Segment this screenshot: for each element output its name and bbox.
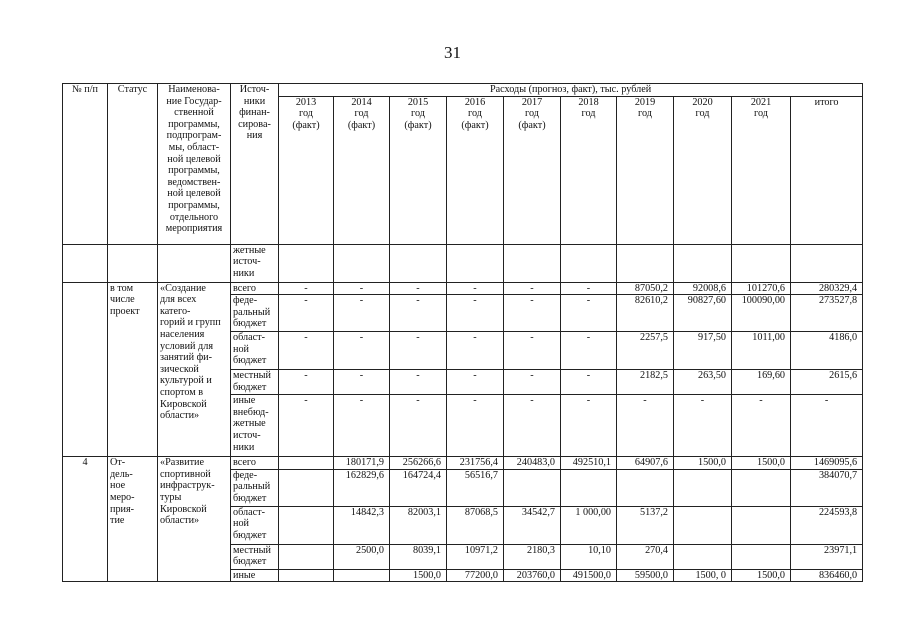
text-line: бюджет	[233, 529, 267, 541]
value-cell	[390, 244, 447, 282]
text-line: год	[354, 108, 369, 120]
text-line: программы,	[168, 165, 220, 177]
value-cell: -	[390, 282, 447, 295]
value-cell	[504, 469, 561, 506]
value-cell: -	[447, 332, 504, 370]
value-cell: 162829,6	[334, 469, 390, 506]
cell-empty	[158, 244, 231, 282]
value-cell: 10971,2	[447, 544, 504, 569]
value-cell: -	[279, 370, 334, 395]
text-line: 2013	[295, 96, 317, 108]
text-line: местный	[233, 544, 271, 556]
text-line: туры	[160, 491, 182, 503]
text-line: ральный	[233, 306, 271, 318]
source-cell	[231, 244, 279, 282]
header-year	[674, 96, 732, 244]
text-line: 2014	[351, 96, 372, 108]
text-line: год	[638, 108, 652, 120]
value-cell: 64907,6	[617, 457, 674, 470]
value-cell: 203760,0	[504, 569, 561, 582]
value-cell: -	[791, 395, 863, 457]
text-line: инфраструк-	[160, 480, 215, 492]
value-cell	[674, 506, 732, 544]
cell-empty	[108, 244, 158, 282]
text-line: в том	[110, 282, 134, 294]
value-cell: -	[674, 395, 732, 457]
text-line: год	[525, 108, 539, 120]
source-cell	[231, 544, 279, 569]
header-year	[791, 96, 863, 244]
value-cell: 492510,1	[561, 457, 617, 470]
text-line: ной целевой	[167, 188, 221, 200]
text-line: «Развитие	[160, 457, 204, 469]
value-cell	[674, 244, 732, 282]
value-cell: 1469095,6	[791, 457, 863, 470]
row-status	[108, 282, 158, 457]
text-line: ведомствен-	[167, 176, 221, 188]
value-cell: 1500,0	[390, 569, 447, 582]
text-line: проект	[110, 305, 140, 317]
text-line: сирова-	[238, 118, 271, 130]
value-cell: 2257,5	[617, 332, 674, 370]
value-cell	[791, 244, 863, 282]
value-cell: 1500,0	[732, 457, 791, 470]
value-cell: 59500,0	[617, 569, 674, 582]
value-cell	[279, 506, 334, 544]
value-cell: -	[561, 395, 617, 457]
text-line: бюджет	[233, 355, 267, 367]
value-cell: 164724,4	[390, 469, 447, 506]
text-line: ной целевой	[167, 153, 221, 165]
value-cell: -	[279, 295, 334, 332]
value-cell: -	[447, 395, 504, 457]
text-line: ное	[110, 480, 126, 492]
text-line: ники	[233, 441, 255, 453]
value-cell: 1 000,00	[561, 506, 617, 544]
header-source	[231, 84, 279, 245]
text-line: программы,	[168, 199, 220, 211]
value-cell: -	[504, 282, 561, 295]
header-year	[504, 96, 561, 244]
value-cell	[617, 244, 674, 282]
value-cell	[279, 244, 334, 282]
text-line: горий и групп	[160, 317, 221, 329]
row-num	[63, 282, 108, 457]
text-line: жетные	[233, 244, 266, 256]
value-cell	[334, 244, 390, 282]
value-cell: 180171,9	[334, 457, 390, 470]
value-cell: 224593,8	[791, 506, 863, 544]
text-line: культурой и	[160, 375, 212, 387]
text-line: всего	[233, 282, 256, 294]
value-cell: 100090,00	[732, 295, 791, 332]
value-cell: 5137,2	[617, 506, 674, 544]
value-cell: -	[334, 332, 390, 370]
value-cell: 87068,5	[447, 506, 504, 544]
text-line: программы,	[168, 118, 220, 130]
value-cell: -	[390, 395, 447, 457]
text-line: год	[754, 108, 768, 120]
value-cell: 90827,60	[674, 295, 732, 332]
value-cell: -	[561, 370, 617, 395]
text-line: числе	[110, 294, 135, 306]
header-year	[279, 96, 334, 244]
text-line: населения	[160, 328, 205, 340]
value-cell: 23971,1	[791, 544, 863, 569]
value-cell: 231756,4	[447, 457, 504, 470]
value-cell: -	[561, 332, 617, 370]
text-line: ния	[246, 130, 263, 142]
value-cell: -	[390, 332, 447, 370]
row-name	[158, 282, 231, 457]
text-line: 2021	[750, 96, 772, 108]
text-line: 2020	[692, 96, 713, 108]
value-cell: 14842,3	[334, 506, 390, 544]
page-number: 31	[444, 43, 461, 62]
value-cell: 256266,6	[390, 457, 447, 470]
text-line: ники	[243, 95, 266, 107]
text-line: бюджет	[233, 492, 267, 504]
value-cell: -	[334, 370, 390, 395]
header-year	[390, 96, 447, 244]
text-line: год	[581, 108, 596, 120]
value-cell: -	[279, 332, 334, 370]
value-cell: 10,10	[561, 544, 617, 569]
text-line: феде-	[233, 469, 258, 481]
header-expenses: Расходы (прогноз, факт), тыс. рублей	[279, 84, 863, 97]
source-cell	[231, 395, 279, 457]
text-line: 2015	[407, 96, 429, 108]
value-cell: 270,4	[617, 544, 674, 569]
text-line: област-	[233, 506, 265, 518]
value-cell: 384070,7	[791, 469, 863, 506]
cell-empty	[63, 244, 108, 282]
value-cell: -	[732, 395, 791, 457]
value-cell	[279, 569, 334, 582]
text-line: (факт)	[347, 119, 376, 131]
text-line: год	[468, 108, 482, 120]
value-cell: 1500, 0	[674, 569, 732, 582]
value-cell	[732, 544, 791, 569]
text-line: условий для	[160, 340, 214, 352]
value-cell: -	[561, 295, 617, 332]
value-cell: 2180,3	[504, 544, 561, 569]
value-cell: 169,60	[732, 370, 791, 395]
value-cell: 56516,7	[447, 469, 504, 506]
table-row	[63, 457, 863, 470]
row-num: 4	[63, 457, 108, 582]
value-cell	[279, 544, 334, 569]
text-line: год	[695, 108, 710, 120]
value-cell	[617, 469, 674, 506]
source-cell	[231, 295, 279, 332]
value-cell: 101270,6	[732, 282, 791, 295]
value-cell	[674, 544, 732, 569]
value-cell: 491500,0	[561, 569, 617, 582]
value-cell: 263,50	[674, 370, 732, 395]
value-cell: -	[334, 282, 390, 295]
text-line: мероприятия	[165, 223, 223, 235]
value-cell: 273527,8	[791, 295, 863, 332]
text-line: жетные	[233, 418, 266, 430]
value-cell: 280329,4	[791, 282, 863, 295]
value-cell: -	[504, 395, 561, 457]
text-line: Кировской	[160, 503, 207, 515]
text-line: год	[411, 108, 425, 120]
text-line: ники	[233, 267, 255, 279]
header-year	[334, 96, 390, 244]
text-line: Наименова-	[168, 84, 220, 95]
text-line: зической	[160, 363, 199, 375]
header-name	[158, 84, 231, 245]
value-cell: 34542,7	[504, 506, 561, 544]
text-line: Источ-	[239, 84, 270, 95]
text-line: ной	[233, 518, 249, 530]
text-line: бюджет	[233, 556, 267, 568]
row-status	[108, 457, 158, 582]
source-cell	[231, 506, 279, 544]
source-cell	[231, 370, 279, 395]
text-line: дель-	[110, 468, 133, 480]
text-line: спортом в	[160, 386, 204, 398]
value-cell: -	[504, 295, 561, 332]
text-line: 2016	[464, 96, 486, 108]
source-cell	[231, 282, 279, 295]
value-cell: 917,50	[674, 332, 732, 370]
text-line: занятий фи-	[160, 352, 213, 364]
value-cell: 87050,2	[617, 282, 674, 295]
value-cell: -	[447, 295, 504, 332]
value-cell	[279, 469, 334, 506]
table-body	[63, 84, 863, 582]
text-line: для всех катего-	[160, 294, 197, 317]
text-line: Кировской	[160, 398, 207, 410]
value-cell: 4186,0	[791, 332, 863, 370]
text-line: области»	[160, 515, 200, 527]
text-line: иные	[233, 395, 256, 407]
text-line: ственной	[174, 107, 214, 119]
continuation-row	[63, 244, 863, 282]
source-cell	[231, 457, 279, 470]
value-cell: -	[617, 395, 674, 457]
text-line: всего	[233, 457, 256, 469]
value-cell: -	[561, 282, 617, 295]
text-line: источ-	[233, 429, 261, 441]
text-line: 2019	[634, 96, 656, 108]
header-status: Статус	[108, 84, 158, 245]
source-cell	[231, 469, 279, 506]
text-line: ральный	[233, 481, 271, 493]
text-line: (факт)	[461, 119, 489, 131]
header-year	[732, 96, 791, 244]
value-cell: -	[504, 332, 561, 370]
value-cell: 1011,00	[732, 332, 791, 370]
value-cell	[674, 469, 732, 506]
text-line: итого	[814, 96, 839, 108]
value-cell: 8039,1	[390, 544, 447, 569]
source-cell	[231, 332, 279, 370]
text-line: От-	[110, 457, 126, 469]
text-line: феде-	[233, 295, 258, 307]
value-cell	[334, 569, 390, 582]
value-cell: 82610,2	[617, 295, 674, 332]
header-row-1	[63, 84, 863, 97]
value-cell: -	[447, 370, 504, 395]
text-line: источ-	[233, 256, 261, 268]
text-line: спортивной	[160, 468, 211, 480]
header-year	[447, 96, 504, 244]
value-cell: 2500,0	[334, 544, 390, 569]
header-year	[617, 96, 674, 244]
value-cell: -	[279, 395, 334, 457]
value-cell: 240483,0	[504, 457, 561, 470]
value-cell: 2615,6	[791, 370, 863, 395]
text-line: «Создание	[160, 282, 206, 294]
text-line: 2018	[578, 96, 599, 108]
value-cell: 836460,0	[791, 569, 863, 582]
value-cell: 1500,0	[674, 457, 732, 470]
text-line: (факт)	[292, 119, 320, 131]
text-line: бюджет	[233, 318, 267, 330]
value-cell	[561, 244, 617, 282]
value-cell: 77200,0	[447, 569, 504, 582]
text-line: ние Государ-	[166, 95, 222, 107]
text-line: области»	[160, 410, 200, 422]
value-cell: 82003,1	[390, 506, 447, 544]
row-name	[158, 457, 231, 582]
text-line: област-	[233, 332, 265, 344]
value-cell	[504, 244, 561, 282]
header-num: № п/п	[63, 84, 108, 245]
text-line: отдельного	[169, 211, 219, 223]
value-cell: -	[447, 282, 504, 295]
value-cell	[447, 244, 504, 282]
expenses-table	[62, 83, 863, 582]
value-cell: 92008,6	[674, 282, 732, 295]
value-cell: 1500,0	[732, 569, 791, 582]
value-cell: -	[390, 295, 447, 332]
value-cell	[279, 457, 334, 470]
text-line: подпрограм-	[166, 130, 222, 142]
value-cell	[561, 469, 617, 506]
value-cell: 2182,5	[617, 370, 674, 395]
value-cell	[732, 506, 791, 544]
header-year	[561, 96, 617, 244]
text-line: (факт)	[404, 119, 432, 131]
table-row	[63, 282, 863, 295]
text-line: местный	[233, 370, 271, 382]
text-line: прия-	[110, 503, 135, 515]
text-line: мы, област-	[168, 141, 220, 153]
text-line: ной	[233, 343, 249, 355]
source-cell	[231, 569, 279, 582]
value-cell: -	[334, 295, 390, 332]
text-line: (факт)	[518, 119, 546, 131]
value-cell	[732, 244, 791, 282]
value-cell	[732, 469, 791, 506]
text-line: финан-	[239, 107, 270, 119]
value-cell: -	[279, 282, 334, 295]
text-line: тие	[110, 515, 125, 527]
text-line: внебюд-	[233, 406, 269, 418]
text-line: бюджет	[233, 381, 267, 393]
value-cell: -	[390, 370, 447, 395]
text-line: год	[299, 108, 313, 120]
text-line: меро-	[110, 491, 135, 503]
value-cell: -	[334, 395, 390, 457]
value-cell: -	[504, 370, 561, 395]
text-line: 2017	[521, 96, 543, 108]
text-line: иные	[233, 569, 256, 581]
